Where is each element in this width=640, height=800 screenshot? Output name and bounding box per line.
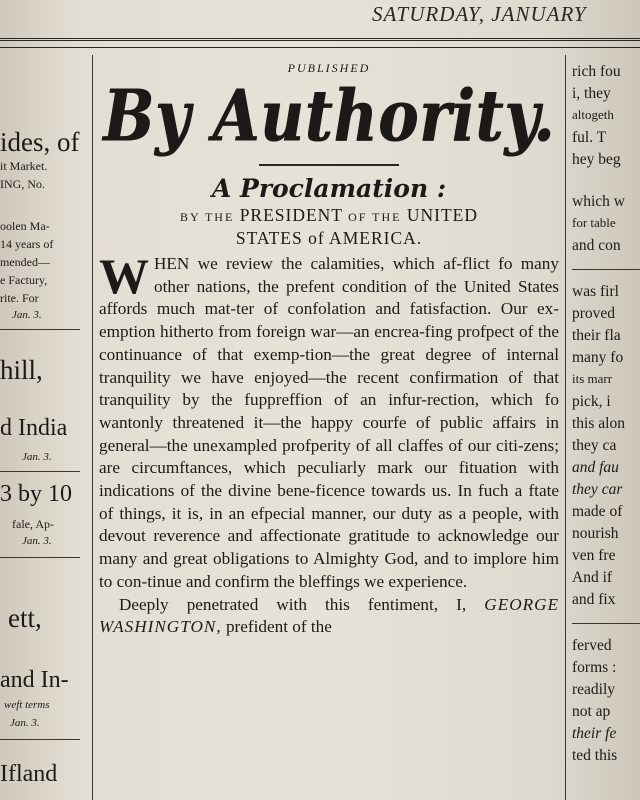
- right-fragment: nourish: [572, 525, 619, 542]
- by-authority-heading: By Authority.: [103, 75, 555, 159]
- right-fragment: ven fre: [572, 547, 616, 564]
- right-fragment: And if: [572, 569, 613, 586]
- column-rule-right: [565, 55, 566, 800]
- drop-cap: W: [99, 248, 149, 304]
- right-fragment: they ca: [572, 437, 617, 454]
- left-fragment: d India: [0, 415, 68, 441]
- left-fragment: Jan. 3.: [10, 717, 40, 729]
- main-column: [99, 55, 559, 639]
- left-fragment: and In-: [0, 667, 69, 693]
- proclamation-title: A Proclamation :: [211, 174, 447, 203]
- dateline: SATURDAY, JANUARY: [372, 2, 587, 26]
- left-fragment: weft terms: [4, 699, 50, 711]
- right-fragment: which w: [572, 193, 625, 210]
- byline-part: UNITED: [406, 205, 479, 225]
- left-fragment: Jan. 3.: [12, 309, 42, 321]
- published-kicker: PUBLISHED: [287, 61, 371, 75]
- header-rule: [0, 38, 640, 48]
- left-divider: [0, 329, 80, 330]
- left-divider: [0, 471, 80, 472]
- left-fragment: fale, Ap-: [12, 517, 54, 531]
- byline-part: STATES of AMERICA.: [235, 228, 423, 248]
- left-fragment: Jan. 3.: [22, 535, 52, 547]
- right-fragment: proved: [572, 305, 616, 322]
- byline-part: OF THE: [348, 210, 402, 224]
- right-fragment: they car: [572, 481, 623, 498]
- right-fragment: for table: [572, 215, 616, 230]
- right-fragment: this alon: [572, 415, 625, 432]
- right-fragment: its marr: [572, 371, 613, 386]
- signatory-name: GEORGE WASHINGTON,: [99, 594, 560, 637]
- right-divider: [572, 623, 640, 624]
- left-fragment: ING, No.: [0, 177, 45, 191]
- right-fragment: pick, i: [572, 393, 611, 410]
- right-fragment: not ap: [572, 703, 611, 720]
- heading-rule: [259, 164, 399, 166]
- right-fragment: hey beg: [572, 151, 621, 168]
- left-fragment: Ifland: [0, 761, 58, 787]
- right-fragment: ferved: [572, 637, 612, 654]
- left-fragment: e Factury,: [0, 273, 48, 287]
- right-fragment: and con: [572, 237, 621, 254]
- right-column: [572, 55, 640, 800]
- left-fragment: oolen Ma-: [0, 219, 50, 233]
- right-fragment: was firl: [572, 283, 619, 300]
- left-fragment: it Market.: [0, 159, 48, 173]
- paragraph-2-lead: Deeply penetrated with this fentiment, I,: [119, 594, 467, 614]
- left-fragment: hill,: [0, 355, 43, 385]
- right-fragment: many fo: [572, 349, 624, 366]
- left-fragment: 14 years of: [0, 237, 54, 251]
- right-fragment: ted this: [572, 747, 618, 764]
- paragraph-2-rest: prefident of the: [225, 617, 332, 637]
- left-fragment: 3 by 10: [0, 481, 72, 507]
- left-fragment: ides, of: [0, 127, 80, 157]
- column-rule-left: [92, 55, 93, 800]
- right-fragment: altogeth: [572, 107, 614, 122]
- right-fragment: rich fou: [572, 63, 621, 80]
- proclamation-body: [99, 248, 560, 639]
- left-fragment: rite. For: [0, 291, 39, 305]
- right-fragment: ful. T: [572, 129, 607, 146]
- right-fragment: made of: [572, 503, 623, 520]
- left-fragment: mended—: [0, 255, 50, 269]
- left-fragment: ett,: [8, 603, 42, 633]
- paragraph-1: HEN we review the calamities, which af-flict fo many other nations, the prefent condition of the United States affords much mat-ter of confolation and fatisfaction. Our ex-emption hitherto from foreign war—an encrea-fing profpect of the continuance of that exemp-tion—the great degree of internal tranquility we have enjoyed—the recent confirmation of that tranquility by the fuppreffion of an infur-rection, which fo wantonly threatened it—the happy courfe of public affairs in general—the unexampled profperity of all claffes of our citi-zens; are circumftances, which peculiarly mark our fituation with indications of the divine bene-ficence towards us. In fuch a ftate of things, it is, in an efpecial manner, our duty as a people, with devout reverence and affectionate gratitude to acknowledge our many and great obligations to Almighty God, and to implore him to con-tinue and confirm the bleffings we experience.: [99, 254, 559, 591]
- left-divider: [0, 557, 80, 558]
- left-divider: [0, 739, 80, 740]
- right-fragment: i, they: [572, 85, 611, 102]
- right-fragment: readily: [572, 681, 616, 698]
- right-fragment: their fla: [572, 327, 621, 344]
- right-fragment: their fe: [572, 725, 617, 742]
- byline: [99, 205, 559, 249]
- right-divider: [572, 269, 640, 270]
- byline-part: BY THE: [179, 210, 235, 224]
- paragraph-2: [99, 594, 559, 639]
- right-fragment: and fau: [572, 459, 619, 476]
- left-fragment: Jan. 3.: [22, 451, 52, 463]
- right-fragment: and fix: [572, 591, 616, 608]
- byline-part: PRESIDENT: [239, 205, 343, 225]
- left-column: [0, 55, 88, 800]
- right-fragment: forms :: [572, 659, 617, 676]
